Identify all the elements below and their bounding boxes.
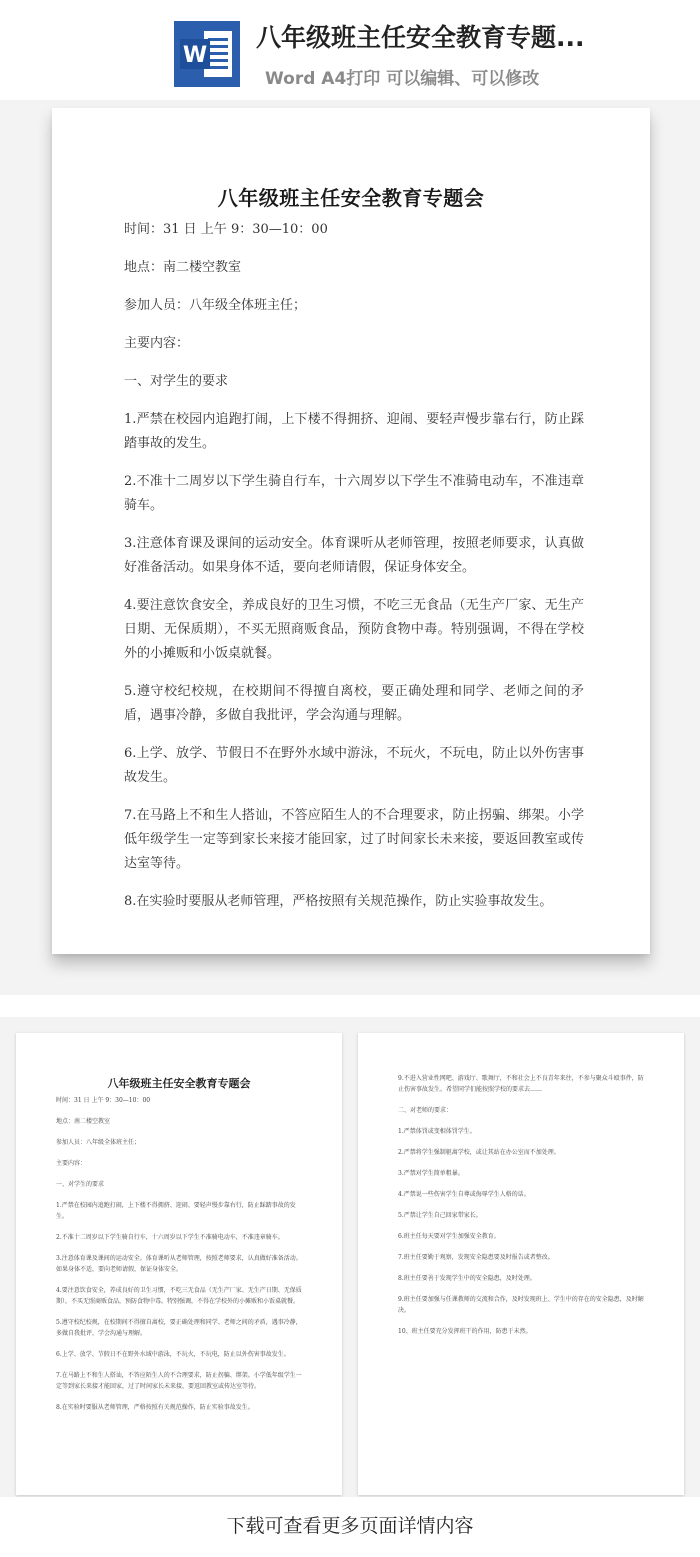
document-body: [124, 218, 584, 928]
thumb-paragraph: 4.严禁说一些伤害学生自尊或侮辱学生人格的话。: [398, 1191, 530, 1198]
header-subtitle: Word A4打印 可以编辑、可以修改: [265, 69, 540, 89]
thumb-paragraph: 2.严禁将学生强制驱离学校，或让其站在办公室而不加处理。: [398, 1149, 560, 1156]
thumb-paragraph: 地点：南二楼空教室: [56, 1118, 111, 1125]
doc-paragraph: 一、对学生的要求: [124, 374, 229, 389]
thumb-paragraph: 4.要注意饮食安全，养成良好的卫生习惯，不吃三无食品（无生产厂家、无生产日期、无保质期），不买无照商贩食品，预防食物中毒。特别强调，不得在学校外的小摊贩和小饭桌就餐。: [56, 1287, 302, 1305]
thumb-paragraph: 主要内容：: [56, 1160, 87, 1167]
doc-paragraph: 6.上学、放学、节假日不在野外水域中游泳，不玩火，不玩电，防止以外伤害事故发生。: [124, 746, 584, 785]
download-more-link[interactable]: 下载可查看更多页面详情内容: [226, 1515, 474, 1537]
doc-paragraph: 5.遵守校纪校规，在校期间不得擅自离校，要正确处理和同学、老师之间的矛盾，遇事冷静，多做自我批评，学会沟通与理解。: [124, 684, 584, 723]
doc-paragraph: 地点：南二楼空教室: [124, 260, 242, 275]
thumb-paragraph: 6.班主任每天要对学生加强安全教育。: [398, 1233, 500, 1240]
thumbnail-body: [56, 1095, 304, 1423]
thumbnail-page-2[interactable]: [358, 1033, 684, 1495]
thumb-paragraph: 10、班主任要充分发挥班干的作用，防患于未然。: [398, 1328, 532, 1335]
thumb-paragraph: 2.不准十二周岁以下学生骑自行车，十六周岁以下学生不准骑电动车，不准违章骑车。: [56, 1234, 284, 1241]
doc-paragraph: 参加人员：八年级全体班主任；: [124, 298, 307, 313]
doc-paragraph: 7.在马路上不和生人搭讪，不答应陌生人的不合理要求，防止拐骗、绑架。小学低年级学生一定等到家长来接才能回家，过了时间家长未来接，要返回教室或传达室等待。: [124, 808, 584, 871]
thumb-paragraph: 3.注意体育课及课间的运动安全。体育课听从老师管理，按照老师要求，认真做好准备活动。如果身体不适，要向老师请假，保证身体安全。: [56, 1255, 302, 1273]
doc-paragraph: 8.在实验时要服从老师管理，严格按照有关规范操作，防止实验事故发生。: [124, 894, 553, 909]
header-title: 八年级班主任安全教育专题...: [256, 23, 585, 52]
thumb-paragraph: 1.严禁体罚或变相体罚学生。: [398, 1128, 476, 1135]
footer: [0, 1497, 700, 1557]
thumbnail-title: 八年级班主任安全教育专题会: [107, 1077, 251, 1090]
document-title: 八年级班主任安全教育专题会: [217, 186, 485, 210]
thumbnail-page-1[interactable]: [16, 1033, 342, 1495]
word-icon-letter: W: [182, 43, 208, 68]
thumb-paragraph: 7.班主任要勤于观察，发现安全隐患要及时报告或者整改。: [398, 1254, 554, 1261]
doc-paragraph: 1.严禁在校园内追跑打闹，上下楼不得拥挤、迎闹、要轻声慢步靠右行，防止踩踏事故的发生。: [124, 412, 584, 451]
thumb-paragraph: 5.遵守校纪校规，在校期间不得擅自离校，要正确处理和同学、老师之间的矛盾，遇事冷静，多做自我批评，学会沟通与理解。: [56, 1319, 302, 1337]
thumb-paragraph: 9.不进入营业性网吧、游戏厅、歌舞厅，不和社会上不良青年来往，不参与聚众斗殴事件，防止伤害事故发生。希望同学们能按照学校的要求去……: [398, 1075, 644, 1093]
section-divider: [0, 995, 700, 1017]
document-page[interactable]: [52, 108, 650, 954]
thumb-paragraph: 参加人员：八年级全体班主任；: [56, 1139, 141, 1146]
doc-paragraph: 2.不准十二周岁以下学生骑自行车，十六周岁以下学生不准骑电动车，不准违章骑车。: [124, 474, 584, 513]
thumb-paragraph: 3.严禁对学生简单粗暴。: [398, 1170, 464, 1177]
thumb-paragraph: 7.在马路上不和生人搭讪，不答应陌生人的不合理要求，防止拐骗、绑架。小学低年级学生一定等到家长来接才能回家，过了时间家长未来接，要返回教室或传达室等待。: [56, 1372, 302, 1390]
thumb-paragraph: 二、对老师的要求：: [398, 1107, 453, 1114]
thumb-paragraph: 时间：31 日 上午 9：30—10：00: [56, 1097, 151, 1104]
thumb-paragraph: 6.上学、放学、节假日不在野外水域中游泳，不玩火，不玩电，防止以外伤害事故发生。: [56, 1351, 290, 1358]
thumb-paragraph: 9.班主任要加强与任课教师的交流和合作，及时发现班上、学生中的存在的安全隐患，及时解决。: [398, 1296, 644, 1314]
doc-paragraph: 时间：31 日 上午 9：30—10：00: [124, 222, 328, 237]
thumb-paragraph: 1.严禁在校园内追跑打闹，上下楼不得拥挤、迎闹、要轻声慢步靠右行，防止踩踏事故的发生。: [56, 1202, 296, 1220]
thumbnail-area: [0, 1017, 700, 1497]
thumb-paragraph: 8.班主任要善于发现学生中的安全隐患，及时处理。: [398, 1275, 536, 1282]
word-doc-icon: [174, 21, 240, 87]
thumbnail-body: [398, 1073, 646, 1347]
doc-paragraph: 主要内容：: [124, 336, 190, 351]
thumb-paragraph: 一、对学生的要求: [56, 1181, 105, 1188]
thumb-paragraph: 5.严禁让学生自己回家带家长。: [398, 1212, 482, 1219]
doc-paragraph: 3.注意体育课及课间的运动安全。体育课听从老师管理，按照老师要求，认真做好准备活动。如果身体不适，要向老师请假，保证身体安全。: [124, 536, 584, 575]
thumb-paragraph: 8.在实验时要服从老师管理，严格按照有关规范操作，防止实验事故发生。: [56, 1404, 254, 1411]
preview-area: [0, 100, 700, 995]
header: [0, 0, 700, 100]
doc-paragraph: 4.要注意饮食安全，养成良好的卫生习惯，不吃三无食品（无生产厂家、无生产日期、无保质期），不买无照商贩食品，预防食物中毒。特别强调，不得在学校外的小摊贩和小饭桌就餐。: [124, 598, 584, 661]
